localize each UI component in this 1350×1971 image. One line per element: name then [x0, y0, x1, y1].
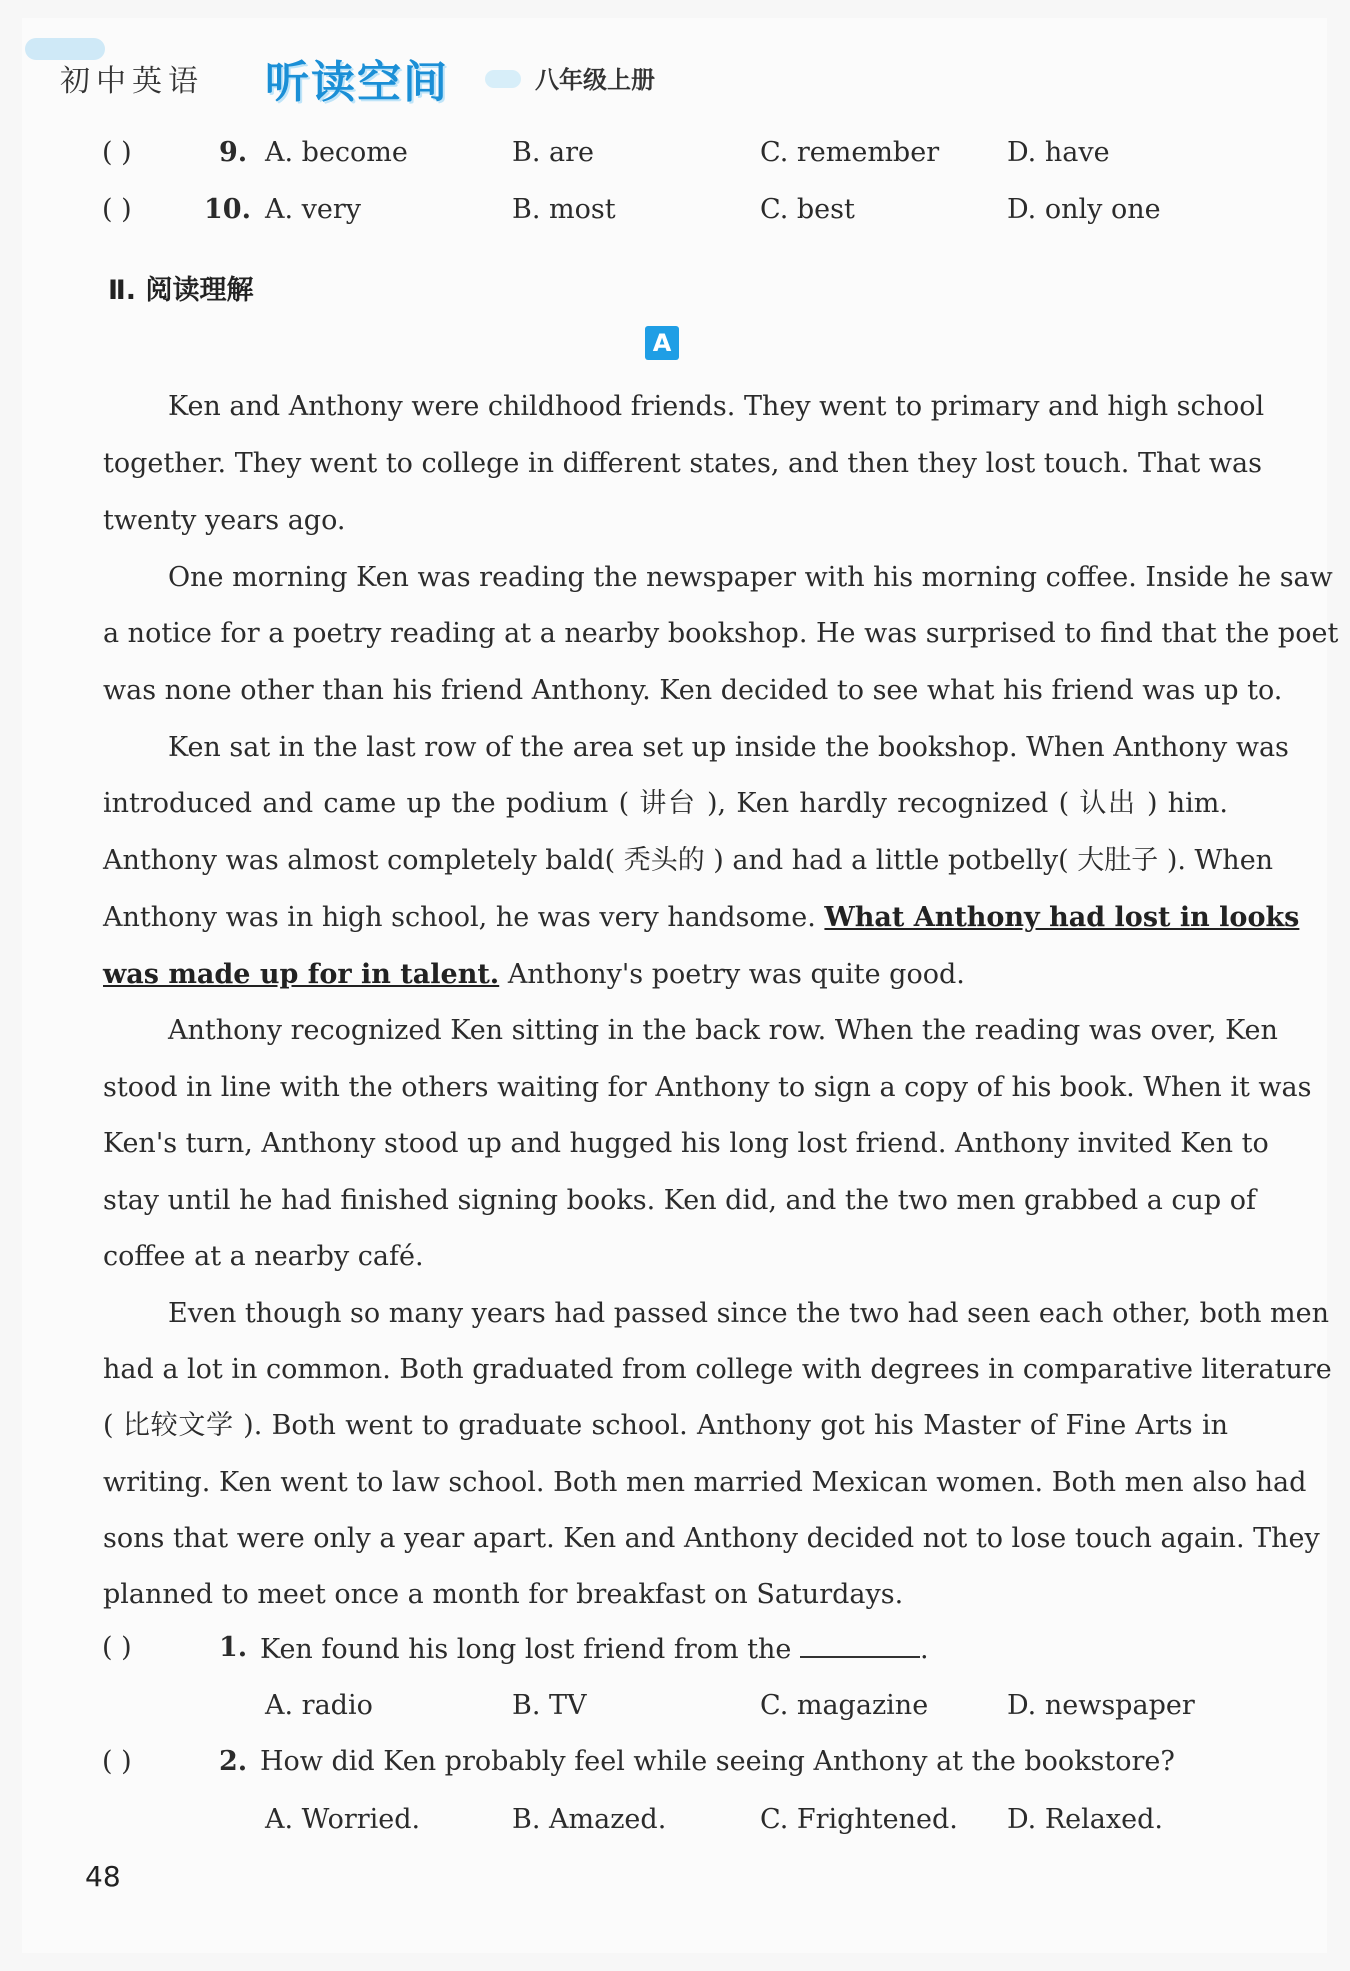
answer-parenthesis[interactable]: ( ): [102, 137, 132, 168]
passage-line: Even though so many years had passed since the two had seen each other, both men: [168, 1298, 1330, 1329]
question-number: 9.: [219, 137, 248, 168]
option-d[interactable]: D. newspaper: [1007, 1690, 1195, 1721]
brand-logo: 听读空间: [265, 57, 449, 108]
option-c[interactable]: C. magazine: [760, 1690, 929, 1721]
cloze-option-row-10: [102, 194, 1252, 234]
underlined-sentence: What Anthony had lost in looks: [824, 902, 1300, 933]
question-2-options: [102, 1804, 1252, 1844]
passage-line: writing. Ken went to law school. Both men married Mexican women. Both men also had: [103, 1467, 1307, 1498]
option-c[interactable]: C. Frightened.: [760, 1804, 958, 1835]
passage-line: Ken's turn, Anthony stood up and hugged his long lost friend. Anthony invited Ken to: [103, 1128, 1269, 1159]
option-a[interactable]: A. radio: [265, 1690, 373, 1721]
question-number: 10.: [204, 194, 251, 225]
option-d[interactable]: D. only one: [1007, 194, 1161, 225]
page-header: [55, 42, 955, 112]
section-title: Ⅱ. 阅读理解: [108, 275, 254, 306]
grade-label: 八年级上册: [535, 66, 655, 94]
passage-line: had a lot in common. Both graduated from college with degrees in comparative literature: [103, 1354, 1332, 1385]
passage-line: Anthony recognized Ken sitting in the back row. When the reading was over, Ken: [168, 1015, 1278, 1046]
passage-line: planned to meet once a month for breakfast on Saturdays.: [103, 1579, 904, 1610]
option-b[interactable]: B. TV: [512, 1690, 587, 1721]
passage-line: introduced and came up the podium ( 讲台 ), Ken hardly recognized ( 认出 ) him.: [103, 788, 1228, 819]
option-c[interactable]: C. remember: [760, 137, 940, 168]
cloze-option-row-9: [102, 137, 1252, 177]
passage-label-badge: A: [645, 326, 679, 360]
passage-line-mixed: [103, 898, 1300, 938]
option-b[interactable]: B. Amazed.: [512, 1804, 667, 1835]
question-stem: [260, 1632, 929, 1665]
question-2: [102, 1746, 1252, 1786]
passage-line-mixed: [103, 955, 1228, 995]
option-a[interactable]: A. become: [265, 137, 408, 168]
option-b[interactable]: B. are: [512, 137, 594, 168]
passage-line: together. They went to college in different states, and then they lost touch. That was: [103, 448, 1262, 479]
question-stem-text: Ken found his long lost friend from the: [260, 1634, 792, 1665]
question-1: [102, 1632, 1252, 1672]
passage-line: coffee at a nearby café.: [103, 1241, 424, 1272]
passage-line: Ken and Anthony were childhood friends. They went to primary and high school: [168, 391, 1265, 422]
option-d[interactable]: D. have: [1007, 137, 1110, 168]
cloud-decoration: [485, 70, 521, 88]
option-a[interactable]: A. Worried.: [265, 1804, 421, 1835]
option-d[interactable]: D. Relaxed.: [1007, 1804, 1163, 1835]
passage-line: a notice for a poetry reading at a nearby bookshop. He was surprised to find that the poet: [103, 618, 1339, 649]
passage-line: was none other than his friend Anthony. Ken decided to see what his friend was up to.: [103, 675, 1283, 706]
passage-line: One morning Ken was reading the newspaper with his morning coffee. Inside he saw: [168, 562, 1333, 593]
passage-line: twenty years ago.: [103, 505, 346, 536]
passage-text: Anthony was in high school, he was very handsome.: [103, 902, 816, 933]
question-1-options: [102, 1690, 1252, 1730]
option-c[interactable]: C. best: [760, 194, 855, 225]
underlined-sentence: was made up for in talent.: [103, 959, 500, 990]
option-b[interactable]: B. most: [512, 194, 616, 225]
stem-punctuation: .: [920, 1634, 929, 1665]
passage-text: Anthony's poetry was quite good.: [507, 959, 965, 990]
passage-line: Anthony was almost completely bald( 秃头的 ) and had a little potbelly( 大肚子 ). When: [103, 845, 1274, 876]
page-number: 48: [85, 1860, 121, 1893]
passage-line: ( 比较文学 ). Both went to graduate school. Anthony got his Master of Fine Arts in: [103, 1410, 1228, 1441]
option-a[interactable]: A. very: [265, 194, 362, 225]
answer-blank[interactable]: [800, 1632, 920, 1658]
answer-parenthesis[interactable]: ( ): [102, 1632, 132, 1663]
question-number: 2.: [219, 1746, 248, 1777]
question-number: 1.: [219, 1632, 248, 1663]
passage-line: stood in line with the others waiting for Anthony to sign a copy of his book. When it was: [103, 1072, 1312, 1103]
answer-parenthesis[interactable]: ( ): [102, 194, 132, 225]
answer-parenthesis[interactable]: ( ): [102, 1746, 132, 1777]
series-title: 初中英语: [60, 64, 204, 99]
passage-line: stay until he had finished signing books. Ken did, and the two men grabbed a cup of: [103, 1185, 1257, 1216]
passage-line: sons that were only a year apart. Ken and Anthony decided not to lose touch again. They: [103, 1523, 1320, 1554]
question-stem: How did Ken probably feel while seeing Anthony at the bookstore?: [260, 1746, 1175, 1777]
passage-line: Ken sat in the last row of the area set up inside the bookshop. When Anthony was: [168, 732, 1289, 763]
